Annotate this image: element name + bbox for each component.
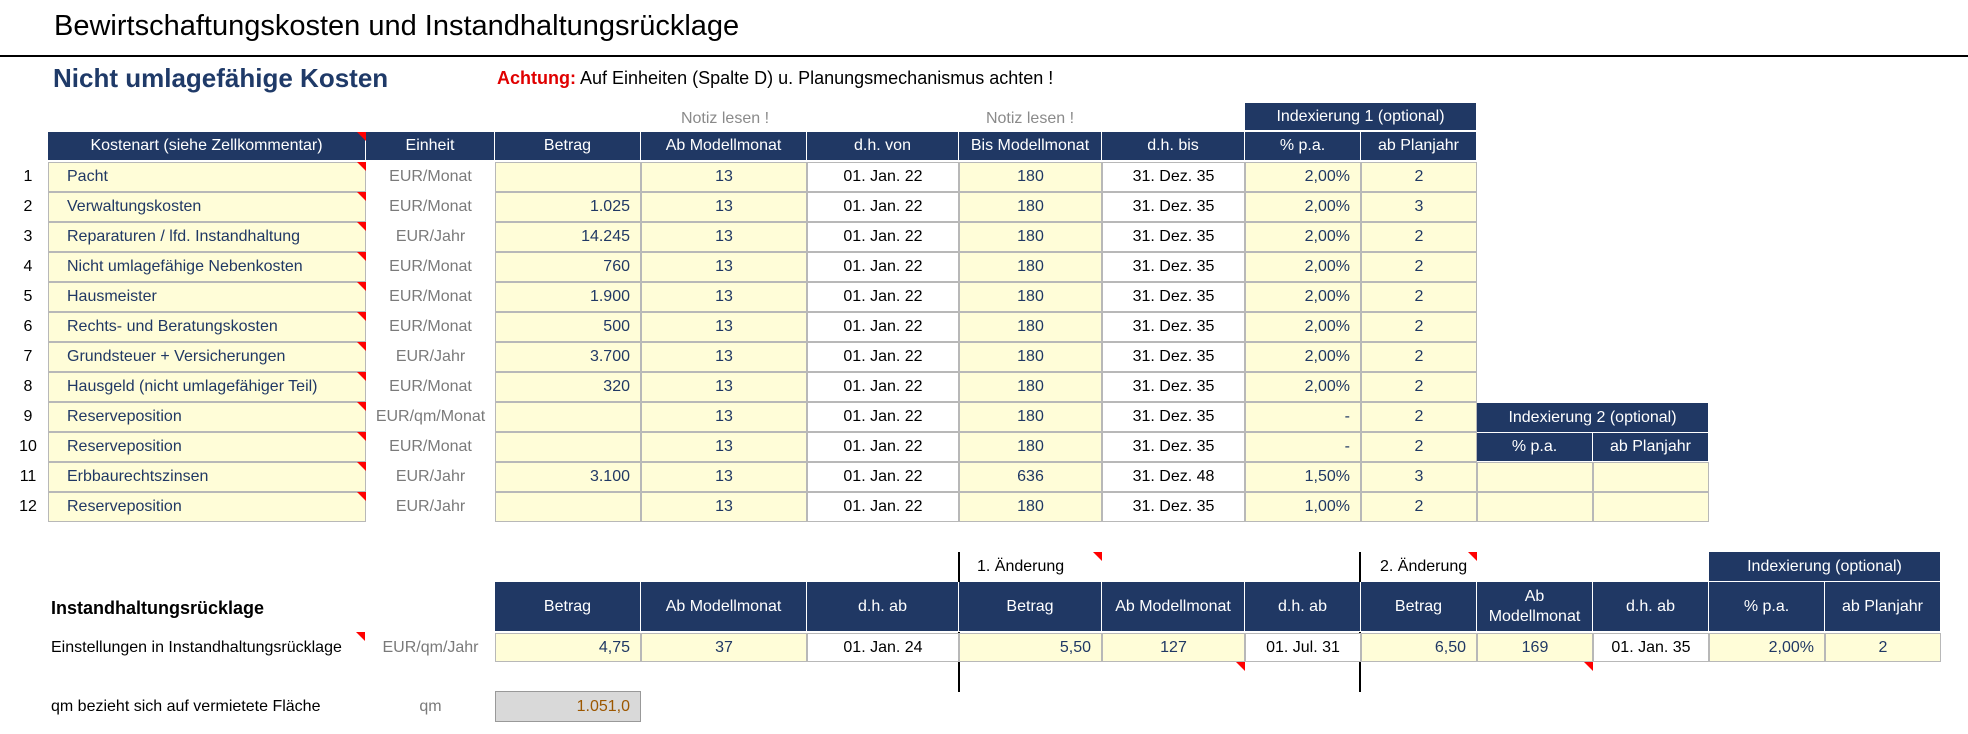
dh-bis: 31. Dez. 35 (1102, 372, 1245, 402)
pct-input[interactable]: 2,00% (1245, 312, 1361, 342)
pct-input[interactable]: 2,00% (1245, 162, 1361, 192)
ihr-col-pct: % p.a. (1709, 582, 1825, 632)
ihr-betrag-input[interactable]: 4,75 (495, 633, 641, 662)
ihr-title: Instandhaltungsrücklage (51, 597, 265, 618)
pct-input[interactable]: 1,00% (1245, 492, 1361, 522)
kostenart-input[interactable]: Hausmeister (48, 282, 366, 312)
einheit: EUR/Monat (389, 168, 472, 185)
col-einheit: Einheit (366, 132, 495, 161)
pct-input[interactable]: - (1245, 402, 1361, 432)
row-number: 8 (23, 378, 33, 395)
ab-modellmonat-input[interactable]: 13 (641, 282, 807, 312)
col-ab-modellmonat: Ab Modellmonat (641, 132, 807, 161)
warning-text (497, 68, 1053, 89)
betrag-input[interactable] (495, 432, 641, 462)
ihr-col-betrag: Betrag (495, 582, 641, 632)
index2-header: Indexierung 2 (optional) (1477, 403, 1709, 433)
dh-bis: 31. Dez. 35 (1102, 402, 1245, 432)
einheit: EUR/Jahr (395, 228, 466, 245)
comment-marker (357, 162, 366, 171)
ihr-pct-input[interactable]: 2,00% (1709, 633, 1825, 662)
comment-marker (1584, 662, 1593, 671)
einheit: EUR/Monat (389, 378, 472, 395)
kostenart-input[interactable]: Nicht umlagefähige Nebenkosten (48, 252, 366, 282)
col-bis-modellmonat: Bis Modellmonat (959, 132, 1102, 161)
einheit: EUR/Monat (389, 288, 472, 305)
ihr-dhab2: 01. Jan. 35 (1593, 633, 1709, 662)
pct-input[interactable]: 2,00% (1245, 282, 1361, 312)
ab-planjahr-input[interactable]: 2 (1361, 162, 1477, 192)
dh-von: 01. Jan. 22 (807, 222, 959, 252)
bis-modellmonat-input[interactable]: 636 (959, 462, 1102, 492)
kostenart-input[interactable]: Reserveposition (48, 432, 366, 462)
dh-bis: 31. Dez. 35 (1102, 432, 1245, 462)
change2-label: 2. Änderung (1380, 558, 1468, 575)
betrag-input[interactable] (495, 402, 641, 432)
comment-marker (357, 432, 366, 441)
betrag-input[interactable]: 3.700 (495, 342, 641, 372)
ab-modellmonat-input[interactable]: 13 (641, 312, 807, 342)
einheit: EUR/Monat (389, 438, 472, 455)
ab-planjahr-input[interactable]: 2 (1361, 402, 1477, 432)
dh-von: 01. Jan. 22 (807, 432, 959, 462)
change1-label: 1. Änderung (977, 558, 1065, 575)
warning-message: Auf Einheiten (Spalte D) u. Planungsmechanismus achten ! (580, 68, 1054, 88)
betrag-input[interactable]: 320 (495, 372, 641, 402)
ihr-row-label: Einstellungen in Instandhaltungsrücklage (51, 639, 342, 656)
bis-modellmonat-input[interactable]: 180 (959, 282, 1102, 312)
dh-von: 01. Jan. 22 (807, 252, 959, 282)
qm-label: qm bezieht sich auf vermietete Fläche (51, 698, 321, 715)
ihr-ab2-input[interactable]: 169 (1477, 633, 1593, 662)
kostenart-input[interactable]: Erbbaurechtszinsen (48, 462, 366, 492)
ab-modellmonat-input[interactable]: 13 (641, 222, 807, 252)
bis-modellmonat-input[interactable]: 180 (959, 342, 1102, 372)
bis-modellmonat-input[interactable]: 180 (959, 432, 1102, 462)
ihr-ab-input[interactable]: 37 (641, 633, 807, 662)
ihr-betrag1-input[interactable]: 5,50 (959, 633, 1102, 662)
index2-pct-input[interactable] (1477, 462, 1593, 492)
einheit: EUR/Monat (389, 258, 472, 275)
ab-modellmonat-input[interactable]: 13 (641, 252, 807, 282)
index2-planjahr-input[interactable] (1593, 492, 1709, 522)
dh-bis: 31. Dez. 35 (1102, 222, 1245, 252)
ab-planjahr-input[interactable]: 3 (1361, 462, 1477, 492)
dh-bis: 31. Dez. 35 (1102, 282, 1245, 312)
betrag-input[interactable]: 14.245 (495, 222, 641, 252)
col-ab-planjahr: ab Planjahr (1361, 132, 1477, 161)
index2-col-pct: % p.a. (1477, 433, 1593, 462)
note-ab: Notiz lesen ! (680, 110, 770, 127)
index2-planjahr-input[interactable] (1593, 462, 1709, 492)
dh-von: 01. Jan. 22 (807, 402, 959, 432)
comment-marker (357, 342, 366, 351)
dh-von: 01. Jan. 22 (807, 492, 959, 522)
dh-von: 01. Jan. 22 (807, 282, 959, 312)
comment-marker (357, 492, 366, 501)
comment-marker (357, 192, 366, 201)
ab-modellmonat-input[interactable]: 13 (641, 492, 807, 522)
ab-planjahr-input[interactable]: 2 (1361, 372, 1477, 402)
kostenart-input[interactable]: Reserveposition (48, 402, 366, 432)
row-number: 5 (23, 288, 33, 305)
col-pct: % p.a. (1245, 132, 1361, 161)
ab-planjahr-input[interactable]: 2 (1361, 222, 1477, 252)
qm-unit: qm (419, 698, 442, 715)
dh-bis: 31. Dez. 35 (1102, 492, 1245, 522)
kostenart-input[interactable]: Grundsteuer + Versicherungen (48, 342, 366, 372)
col-betrag: Betrag (495, 132, 641, 161)
comment-marker (1468, 552, 1477, 561)
row-number: 4 (23, 258, 33, 275)
comment-marker (357, 132, 366, 141)
einheit: EUR/Jahr (395, 468, 466, 485)
comment-marker (357, 252, 366, 261)
bis-modellmonat-input[interactable]: 180 (959, 192, 1102, 222)
dh-von: 01. Jan. 22 (807, 372, 959, 402)
col-dh-von: d.h. von (807, 132, 959, 161)
row-number: 10 (19, 438, 37, 455)
ihr-dhab: 01. Jan. 24 (807, 633, 959, 662)
bis-modellmonat-input[interactable]: 180 (959, 492, 1102, 522)
betrag-input[interactable]: 760 (495, 252, 641, 282)
pct-input[interactable]: 2,00% (1245, 252, 1361, 282)
ihr-col-ab-modellmonat: Ab Modellmonat (641, 582, 807, 632)
kostenart-input[interactable]: Verwaltungskosten (48, 192, 366, 222)
ab-planjahr-input[interactable]: 2 (1361, 252, 1477, 282)
kostenart-input[interactable]: Pacht (48, 162, 366, 192)
ab-planjahr-input[interactable]: 2 (1361, 432, 1477, 462)
comment-marker (357, 312, 366, 321)
dh-bis: 31. Dez. 35 (1102, 312, 1245, 342)
kostenart-input[interactable]: Hausgeld (nicht umlagefähiger Teil) (48, 372, 366, 402)
comment-marker (1236, 662, 1245, 671)
dh-bis: 31. Dez. 35 (1102, 342, 1245, 372)
einheit: EUR/Monat (389, 198, 472, 215)
betrag-input[interactable]: 1.025 (495, 192, 641, 222)
row-number: 3 (23, 228, 33, 245)
dh-bis: 31. Dez. 35 (1102, 192, 1245, 222)
pct-input[interactable]: 2,00% (1245, 192, 1361, 222)
betrag-input[interactable]: 3.100 (495, 462, 641, 492)
row-number: 12 (19, 498, 37, 515)
page-title: Bewirtschaftungskosten und Instandhaltungsrücklage (54, 10, 740, 42)
index1-header: Indexierung 1 (optional) (1245, 103, 1477, 131)
pct-input[interactable]: 2,00% (1245, 372, 1361, 402)
ihr-col-ab-modellmonat2: Ab Modellmonat (1477, 582, 1593, 632)
pct-input[interactable]: 2,00% (1245, 342, 1361, 372)
title-divider (0, 55, 1968, 57)
row-number: 1 (23, 168, 33, 185)
betrag-input[interactable] (495, 162, 641, 192)
row-number: 11 (19, 468, 37, 485)
ihr-col-ab-planjahr: ab Planjahr (1825, 582, 1941, 632)
comment-marker (357, 372, 366, 381)
einheit: EUR/Jahr (395, 348, 466, 365)
betrag-input[interactable] (495, 492, 641, 522)
ab-modellmonat-input[interactable]: 13 (641, 162, 807, 192)
ab-modellmonat-input[interactable]: 13 (641, 462, 807, 492)
ihr-betrag2-input[interactable]: 6,50 (1361, 633, 1477, 662)
bis-modellmonat-input[interactable]: 180 (959, 402, 1102, 432)
comment-marker (357, 222, 366, 231)
comment-marker (356, 632, 365, 641)
ab-modellmonat-input[interactable]: 13 (641, 402, 807, 432)
ab-modellmonat-input[interactable]: 13 (641, 342, 807, 372)
note-bis: Notiz lesen ! (985, 110, 1075, 127)
ihr-col-betrag1: Betrag (959, 582, 1102, 632)
dh-bis: 31. Dez. 48 (1102, 462, 1245, 492)
ihr-col-dh-ab2: d.h. ab (1593, 582, 1709, 632)
index2-col-ab-planjahr: ab Planjahr (1593, 433, 1709, 462)
ihr-planjahr-input[interactable]: 2 (1825, 633, 1941, 662)
einheit: EUR/Jahr (395, 498, 466, 515)
row-number: 6 (23, 318, 33, 335)
bis-modellmonat-input[interactable]: 180 (959, 312, 1102, 342)
ab-modellmonat-input[interactable]: 13 (641, 192, 807, 222)
comment-marker (1093, 552, 1102, 561)
ab-modellmonat-input[interactable]: 13 (641, 372, 807, 402)
ihr-col-dh-ab1: d.h. ab (1245, 582, 1361, 632)
dh-bis: 31. Dez. 35 (1102, 162, 1245, 192)
bis-modellmonat-input[interactable]: 180 (959, 162, 1102, 192)
kostenart-input[interactable]: Reparaturen / lfd. Instandhaltung (48, 222, 366, 252)
ab-planjahr-input[interactable]: 3 (1361, 192, 1477, 222)
bis-modellmonat-input[interactable]: 180 (959, 222, 1102, 252)
ab-modellmonat-input[interactable]: 13 (641, 432, 807, 462)
index2-pct-input[interactable] (1477, 492, 1593, 522)
dh-bis: 31. Dez. 35 (1102, 252, 1245, 282)
dh-von: 01. Jan. 22 (807, 462, 959, 492)
ihr-col-betrag2: Betrag (1361, 582, 1477, 632)
dh-von: 01. Jan. 22 (807, 162, 959, 192)
ab-planjahr-input[interactable]: 2 (1361, 492, 1477, 522)
row-number: 9 (23, 408, 33, 425)
ihr-col-dh-ab: d.h. ab (807, 582, 959, 632)
qm-value: 1.051,0 (495, 691, 641, 722)
row-number: 7 (23, 348, 33, 365)
bis-modellmonat-input[interactable]: 180 (959, 372, 1102, 402)
einheit: EUR/Monat (389, 318, 472, 335)
col-kostenart: Kostenart (siehe Zellkommentar) (48, 132, 366, 161)
einheit: EUR/qm/Monat (375, 408, 486, 425)
kostenart-input[interactable]: Rechts- und Beratungskosten (48, 312, 366, 342)
row-number: 2 (23, 198, 33, 215)
dh-von: 01. Jan. 22 (807, 342, 959, 372)
warning-label: Achtung: (497, 68, 576, 88)
ihr-row-unit: EUR/qm/Jahr (382, 639, 479, 656)
col-dh-bis: d.h. bis (1102, 132, 1245, 161)
ihr-dhab1: 01. Jul. 31 (1245, 633, 1361, 662)
ab-planjahr-input[interactable]: 2 (1361, 342, 1477, 372)
section-title: Nicht umlagefähige Kosten (53, 63, 389, 93)
kostenart-input[interactable]: Reserveposition (48, 492, 366, 522)
dh-von: 01. Jan. 22 (807, 312, 959, 342)
ihr-col-ab-modellmonat1: Ab Modellmonat (1102, 582, 1245, 632)
ab-planjahr-input[interactable]: 2 (1361, 282, 1477, 312)
pct-input[interactable]: - (1245, 432, 1361, 462)
dh-von: 01. Jan. 22 (807, 192, 959, 222)
comment-marker (357, 462, 366, 471)
betrag-input[interactable]: 500 (495, 312, 641, 342)
comment-marker (357, 282, 366, 291)
ab-planjahr-input[interactable]: 2 (1361, 312, 1477, 342)
betrag-input[interactable]: 1.900 (495, 282, 641, 312)
ihr-index-header: Indexierung (optional) (1709, 552, 1941, 582)
comment-marker (357, 402, 366, 411)
ihr-ab1-input[interactable]: 127 (1102, 633, 1245, 662)
pct-input[interactable]: 1,50% (1245, 462, 1361, 492)
bis-modellmonat-input[interactable]: 180 (959, 252, 1102, 282)
pct-input[interactable]: 2,00% (1245, 222, 1361, 252)
